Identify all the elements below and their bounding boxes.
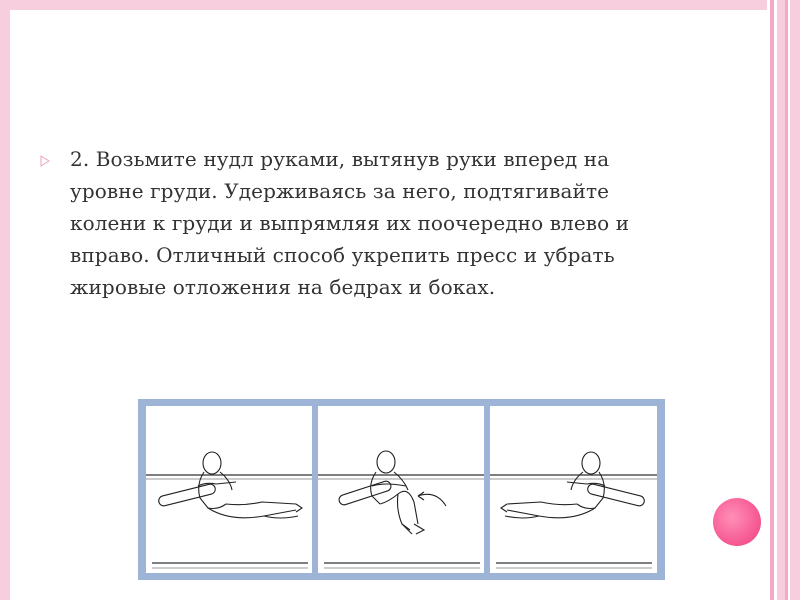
illustration-panel-3 xyxy=(490,406,657,573)
swimmer-drawing xyxy=(146,406,312,573)
bullet-diamond-icon xyxy=(40,155,50,167)
exercise-illustration xyxy=(138,399,665,580)
border-stripe xyxy=(777,0,785,600)
swimmer-drawing xyxy=(490,406,657,573)
swimmer-drawing xyxy=(318,406,484,573)
border-stripe xyxy=(790,0,800,600)
illustration-panel-1 xyxy=(146,406,312,573)
exercise-description: 2. Возьмите нудл руками, вытянув руки вперед на уровне груди. Удерживаясь за него, подтягивайте колени к груди и выпрямляя их поочередно влево и вправо. Отличный способ укрепить пресс и убрать жировые отложения на бедрах и боках. xyxy=(70,147,630,299)
decorative-dot xyxy=(713,498,761,546)
bullet-item xyxy=(40,143,660,303)
illustration-panel-2 xyxy=(318,406,484,573)
